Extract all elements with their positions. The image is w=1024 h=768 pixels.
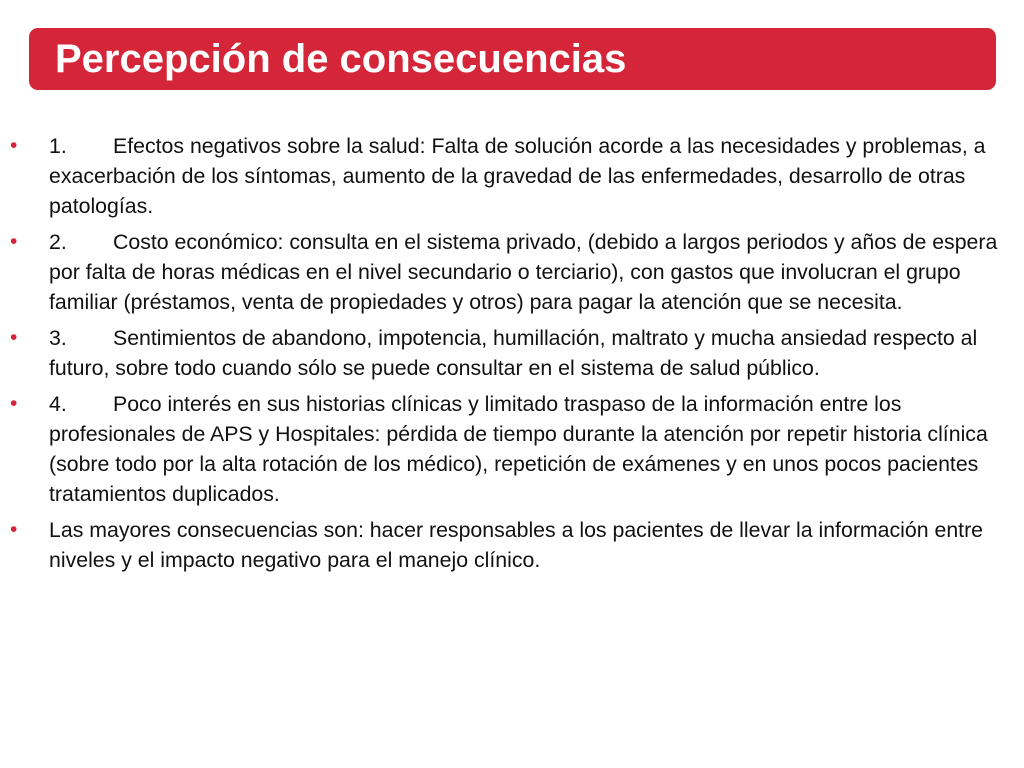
item-text: Poco interés en sus historias clínicas y limitado traspaso de la información entre los profesionales de APS y Hospitales: pérdida de tiempo durante la atención por repetir historia clínica (sobre todo por la alta rotación de los médico), repetición de exámenes y en unos pocos pacientes tratamientos duplicados. (49, 392, 988, 506)
item-number: 4. (49, 392, 67, 416)
bullet-icon: • (10, 326, 18, 349)
list-item (10, 131, 1000, 221)
item-number: 1. (49, 134, 67, 158)
item-text: Efectos negativos sobre la salud: Falta de solución acorde a las necesidades y problemas, a exacerbación de los síntomas, aumento de la gravedad de las enfermedades, desarrollo de otras patologías. (49, 134, 986, 218)
list-item (10, 389, 1000, 509)
bullet-icon: • (10, 134, 18, 157)
list-item (10, 515, 1000, 575)
list-item (10, 227, 1000, 317)
slide-title: Percepción de consecuencias (55, 37, 627, 81)
list-item (10, 323, 1000, 383)
bullet-list (10, 131, 1000, 581)
item-number: 3. (49, 326, 67, 350)
bullet-icon: • (10, 392, 18, 415)
item-number: 2. (49, 230, 67, 254)
item-text: Costo económico: consulta en el sistema privado, (debido a largos periodos y años de espera por falta de horas médicas en el nivel secundario o terciario), con gastos que involucran el grupo familiar (préstamos, venta de propiedades y otros) para pagar la atención que se necesita. (49, 230, 998, 314)
title-bar (29, 28, 996, 90)
item-text: Las mayores consecuencias son: hacer responsables a los pacientes de llevar la información entre niveles y el impacto negativo para el manejo clínico. (49, 518, 984, 572)
item-text: Sentimientos de abandono, impotencia, humillación, maltrato y mucha ansiedad respecto al futuro, sobre todo cuando sólo se puede consultar en el sistema de salud público. (49, 326, 978, 380)
bullet-icon: • (10, 230, 18, 253)
bullet-icon: • (10, 518, 18, 541)
